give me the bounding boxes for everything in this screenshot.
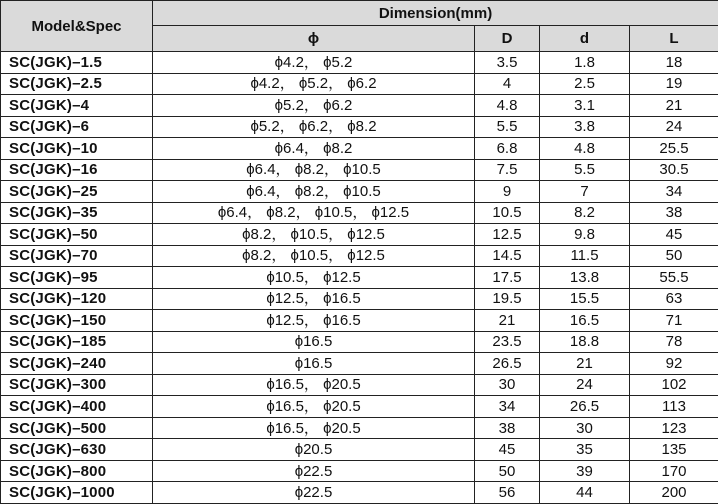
cell-L: 50 <box>630 245 718 267</box>
header-L: L <box>630 26 718 52</box>
table-row <box>1 73 718 95</box>
cell-model: SC(JGK)–50 <box>1 224 153 246</box>
cell-L: 123 <box>630 417 718 439</box>
cell-L: 24 <box>630 116 718 138</box>
cell-D: 50 <box>475 460 540 482</box>
cell-D: 56 <box>475 482 540 504</box>
cell-model: SC(JGK)–6 <box>1 116 153 138</box>
cell-L: 19 <box>630 73 718 95</box>
cell-L: 21 <box>630 95 718 117</box>
cell-phi: ϕ10.5， ϕ12.5 <box>153 267 475 289</box>
cell-model: SC(JGK)–240 <box>1 353 153 375</box>
cell-L: 55.5 <box>630 267 718 289</box>
cell-d: 13.8 <box>540 267 630 289</box>
table-row <box>1 417 718 439</box>
cell-model: SC(JGK)–1.5 <box>1 52 153 74</box>
cell-model: SC(JGK)–70 <box>1 245 153 267</box>
table-row <box>1 52 718 74</box>
cell-d: 15.5 <box>540 288 630 310</box>
table-row <box>1 310 718 332</box>
cell-D: 30 <box>475 374 540 396</box>
cell-D: 12.5 <box>475 224 540 246</box>
cell-phi: ϕ22.5 <box>153 460 475 482</box>
cell-phi: ϕ6.4， ϕ8.2， ϕ10.5 <box>153 159 475 181</box>
cell-d: 26.5 <box>540 396 630 418</box>
cell-L: 113 <box>630 396 718 418</box>
cell-phi: ϕ5.2， ϕ6.2， ϕ8.2 <box>153 116 475 138</box>
cell-model: SC(JGK)–2.5 <box>1 73 153 95</box>
table-row <box>1 288 718 310</box>
cell-phi: ϕ5.2， ϕ6.2 <box>153 95 475 117</box>
cell-model: SC(JGK)–10 <box>1 138 153 160</box>
cell-d: 16.5 <box>540 310 630 332</box>
table-row <box>1 353 718 375</box>
cell-D: 26.5 <box>475 353 540 375</box>
cell-D: 34 <box>475 396 540 418</box>
cell-d: 11.5 <box>540 245 630 267</box>
cell-d: 1.8 <box>540 52 630 74</box>
cell-model: SC(JGK)–800 <box>1 460 153 482</box>
cell-phi: ϕ12.5， ϕ16.5 <box>153 310 475 332</box>
cell-D: 19.5 <box>475 288 540 310</box>
cell-d: 24 <box>540 374 630 396</box>
cell-L: 102 <box>630 374 718 396</box>
cell-phi: ϕ22.5 <box>153 482 475 504</box>
cell-model: SC(JGK)–630 <box>1 439 153 461</box>
table-row <box>1 95 718 117</box>
cell-L: 34 <box>630 181 718 203</box>
cell-phi: ϕ16.5 <box>153 331 475 353</box>
cell-model: SC(JGK)–500 <box>1 417 153 439</box>
cell-L: 200 <box>630 482 718 504</box>
table-row <box>1 439 718 461</box>
cell-model: SC(JGK)–25 <box>1 181 153 203</box>
cell-d: 5.5 <box>540 159 630 181</box>
cell-d: 8.2 <box>540 202 630 224</box>
cell-d: 44 <box>540 482 630 504</box>
cell-phi: ϕ20.5 <box>153 439 475 461</box>
cell-phi: ϕ12.5， ϕ16.5 <box>153 288 475 310</box>
cell-D: 4 <box>475 73 540 95</box>
cell-phi: ϕ6.4， ϕ8.2 <box>153 138 475 160</box>
cell-model: SC(JGK)–400 <box>1 396 153 418</box>
cell-phi: ϕ16.5 <box>153 353 475 375</box>
cell-d: 3.1 <box>540 95 630 117</box>
cell-model: SC(JGK)–95 <box>1 267 153 289</box>
cell-phi: ϕ16.5， ϕ20.5 <box>153 396 475 418</box>
header-dimension: Dimension(mm) <box>153 1 718 26</box>
table-row <box>1 224 718 246</box>
table-row <box>1 138 718 160</box>
table-row <box>1 331 718 353</box>
table-row <box>1 245 718 267</box>
cell-d: 9.8 <box>540 224 630 246</box>
cell-D: 17.5 <box>475 267 540 289</box>
cell-L: 63 <box>630 288 718 310</box>
cell-model: SC(JGK)–16 <box>1 159 153 181</box>
cell-d: 18.8 <box>540 331 630 353</box>
cell-L: 18 <box>630 52 718 74</box>
header-d: d <box>540 26 630 52</box>
cell-L: 92 <box>630 353 718 375</box>
header-phi: ϕ <box>153 26 475 52</box>
cell-L: 30.5 <box>630 159 718 181</box>
cell-L: 38 <box>630 202 718 224</box>
header-D: D <box>475 26 540 52</box>
cell-D: 23.5 <box>475 331 540 353</box>
cell-L: 78 <box>630 331 718 353</box>
cell-model: SC(JGK)–120 <box>1 288 153 310</box>
cell-d: 21 <box>540 353 630 375</box>
cell-d: 3.8 <box>540 116 630 138</box>
cell-D: 7.5 <box>475 159 540 181</box>
cell-phi: ϕ8.2， ϕ10.5， ϕ12.5 <box>153 224 475 246</box>
cell-D: 45 <box>475 439 540 461</box>
cell-model: SC(JGK)–300 <box>1 374 153 396</box>
cell-d: 39 <box>540 460 630 482</box>
table-body <box>1 52 718 504</box>
table-row <box>1 460 718 482</box>
table-row <box>1 374 718 396</box>
cell-D: 38 <box>475 417 540 439</box>
table-row <box>1 396 718 418</box>
cell-L: 71 <box>630 310 718 332</box>
cell-phi: ϕ4.2， ϕ5.2， ϕ6.2 <box>153 73 475 95</box>
cell-model: SC(JGK)–185 <box>1 331 153 353</box>
table-header <box>1 1 718 52</box>
table-row <box>1 181 718 203</box>
cell-model: SC(JGK)–150 <box>1 310 153 332</box>
cell-D: 4.8 <box>475 95 540 117</box>
cell-phi: ϕ16.5， ϕ20.5 <box>153 417 475 439</box>
header-model-spec: Model&Spec <box>1 1 153 52</box>
cell-D: 3.5 <box>475 52 540 74</box>
cell-D: 6.8 <box>475 138 540 160</box>
cell-d: 35 <box>540 439 630 461</box>
cell-L: 135 <box>630 439 718 461</box>
cell-phi: ϕ4.2， ϕ5.2 <box>153 52 475 74</box>
table-row <box>1 267 718 289</box>
cell-D: 21 <box>475 310 540 332</box>
cell-phi: ϕ16.5， ϕ20.5 <box>153 374 475 396</box>
cell-d: 7 <box>540 181 630 203</box>
cell-d: 4.8 <box>540 138 630 160</box>
cell-d: 30 <box>540 417 630 439</box>
cell-L: 25.5 <box>630 138 718 160</box>
table-row <box>1 116 718 138</box>
header-row-1 <box>1 1 718 26</box>
cell-model: SC(JGK)–4 <box>1 95 153 117</box>
cell-model: SC(JGK)–35 <box>1 202 153 224</box>
table-row <box>1 159 718 181</box>
cell-d: 2.5 <box>540 73 630 95</box>
cell-model: SC(JGK)–1000 <box>1 482 153 504</box>
cell-phi: ϕ6.4， ϕ8.2， ϕ10.5 <box>153 181 475 203</box>
cell-D: 10.5 <box>475 202 540 224</box>
cell-L: 170 <box>630 460 718 482</box>
cell-D: 9 <box>475 181 540 203</box>
table-row <box>1 202 718 224</box>
cell-phi: ϕ8.2， ϕ10.5， ϕ12.5 <box>153 245 475 267</box>
cell-D: 5.5 <box>475 116 540 138</box>
cell-D: 14.5 <box>475 245 540 267</box>
cell-L: 45 <box>630 224 718 246</box>
cell-phi: ϕ6.4， ϕ8.2， ϕ10.5， ϕ12.5 <box>153 202 475 224</box>
table-row <box>1 482 718 504</box>
